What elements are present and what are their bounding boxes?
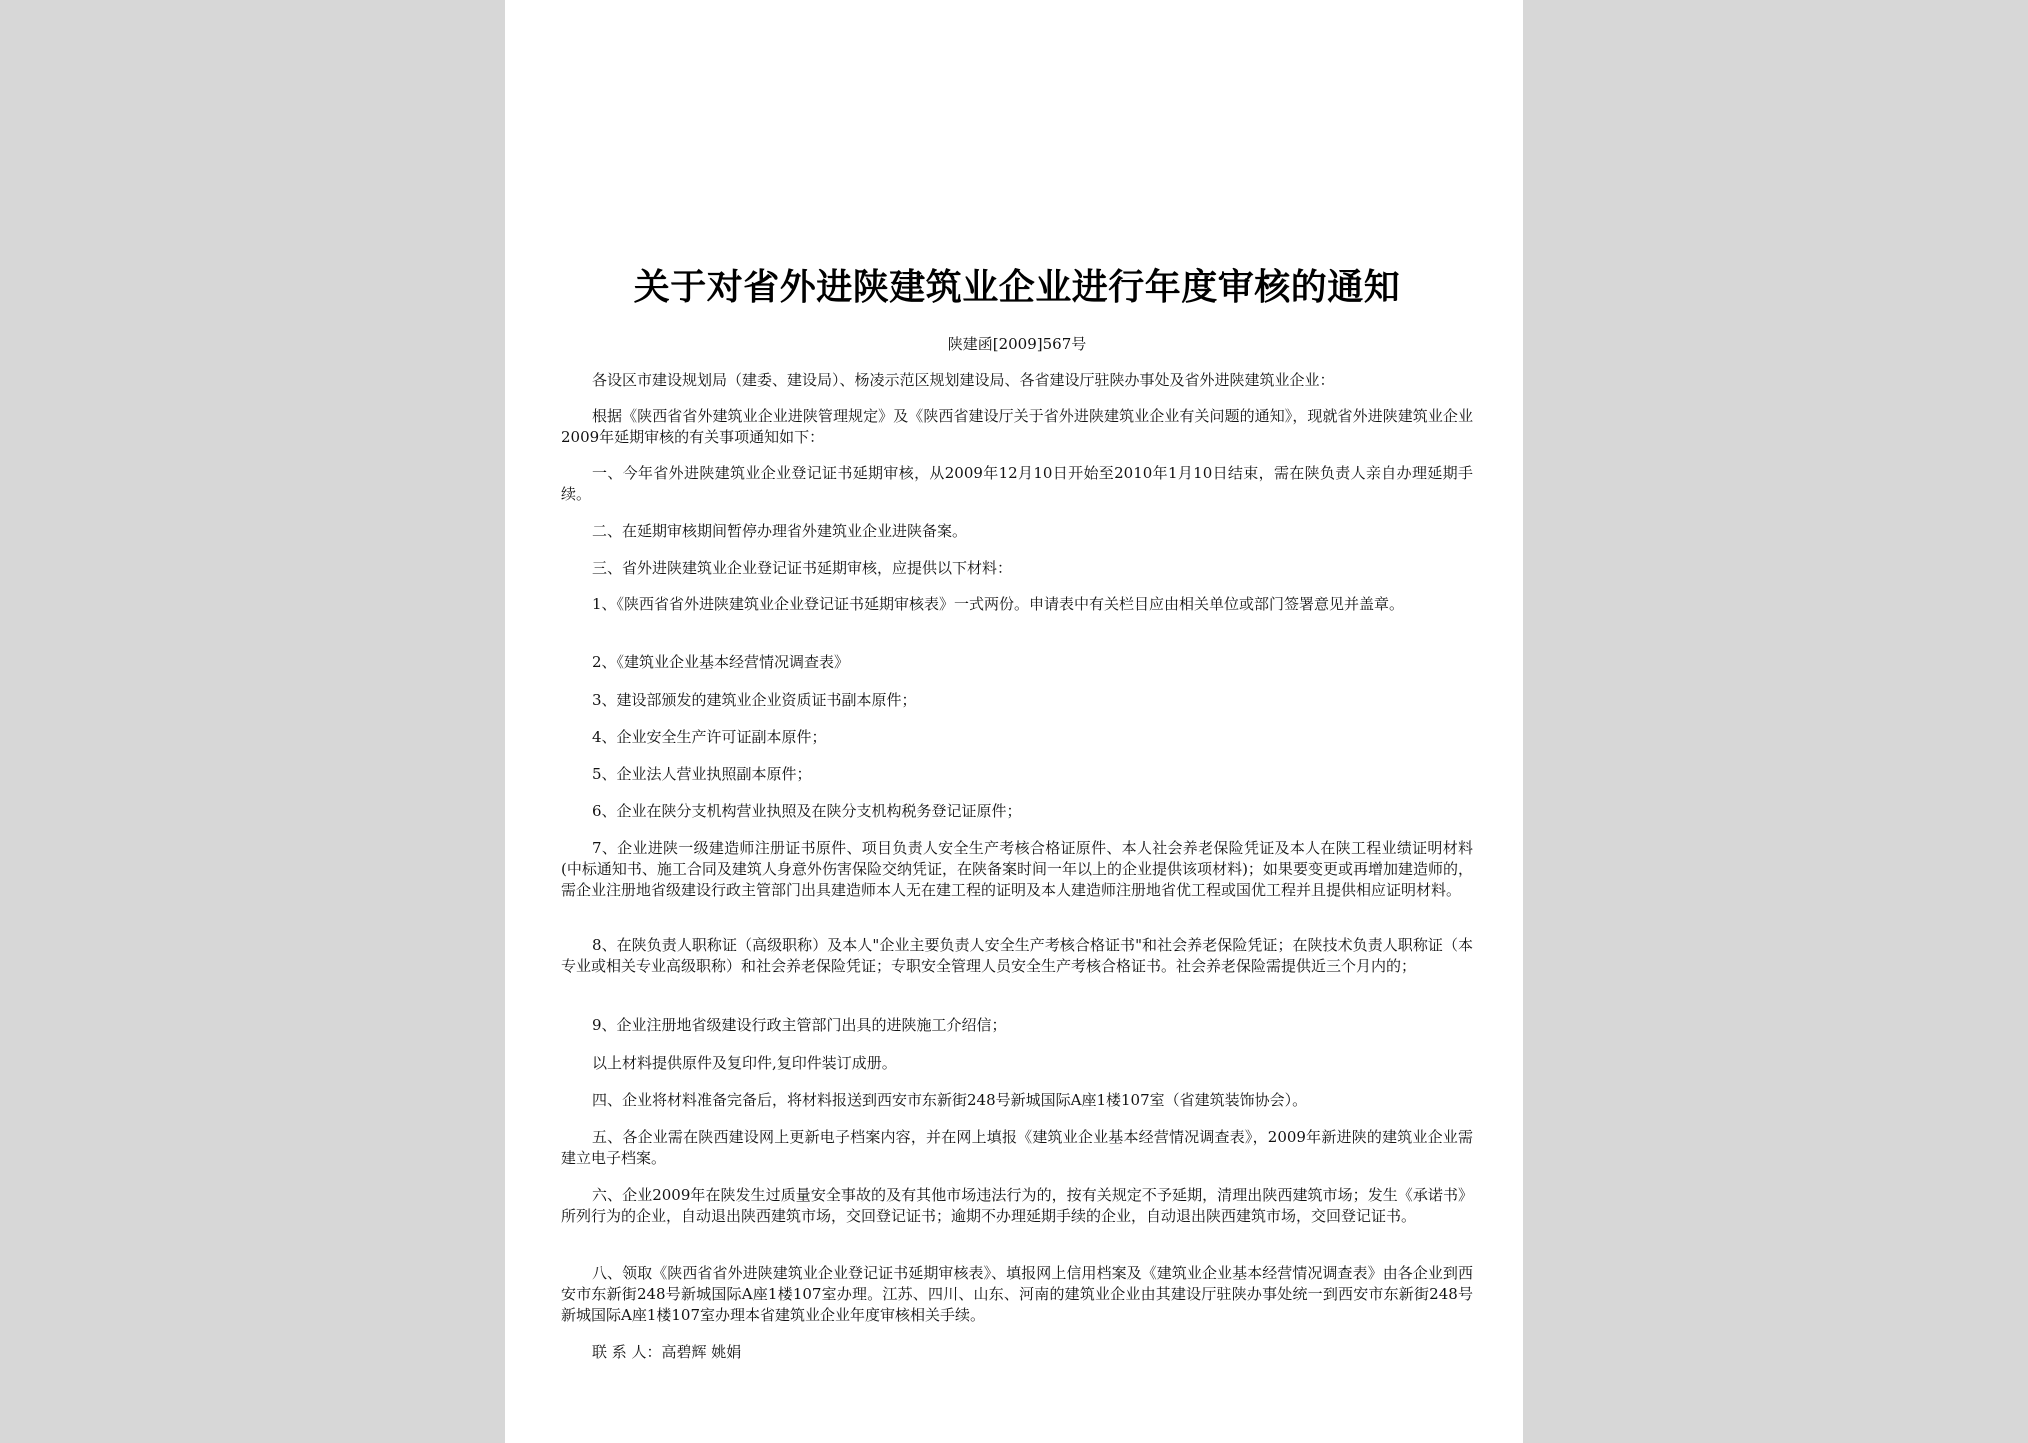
material-7: 7、企业进陕一级建造师注册证书原件、项目负责人安全生产考核合格证原件、本人社会养老保险凭证及本人在陕工程业绩证明材料(中标通知书、施工合同及建筑人身意外伤害保险交纳凭证，在陕备案时间一年以上的企业提供该项材料)；如果要变更或再增加建造师的，需企业注册地省级建设行政主管部门出具建造师本人无在建工程的证明及本人建造师注册地省优工程或国优工程并且提供相应证明材料。 <box>561 839 1473 899</box>
paragraph-item-2: 二、在延期审核期间暂停办理省外建筑业企业进陕备案。 <box>592 522 968 540</box>
document-page <box>505 0 1523 1443</box>
paragraph-item-3: 三、省外进陕建筑业企业登记证书延期审核，应提供以下材料： <box>592 559 1013 577</box>
paragraph-item-5: 五、各企业需在陕西建设网上更新电子档案内容，并在网上填报《建筑业企业基本经营情况调查表》，2009年新进陕的建筑业企业需建立电子档案。 <box>561 1128 1473 1167</box>
material-3: 3、建设部颁发的建筑业企业资质证书副本原件； <box>592 691 917 709</box>
material-6: 6、企业在陕分支机构营业执照及在陕分支机构税务登记证原件； <box>592 802 1022 820</box>
material-5: 5、企业法人营业执照副本原件； <box>592 765 812 783</box>
paragraph-item-1: 一、今年省外进陕建筑业企业登记证书延期审核，从2009年12月10日开始至2010年1月10日结束，需在陕负责人亲自办理延期手续。 <box>561 464 1473 503</box>
paragraph-item-6: 六、企业2009年在陕发生过质量安全事故的及有其他市场违法行为的，按有关规定不予延期，清理出陕西建筑市场；发生《承诺书》所列行为的企业，自动退出陕西建筑市场，交回登记证书；逾期不办理延期手续的企业，自动退出陕西建筑市场，交回登记证书。 <box>561 1186 1473 1225</box>
addressee: 各设区市建设规划局（建委、建设局）、杨凌示范区规划建设局、各省建设厅驻陕办事处及省外进陕建筑业企业： <box>592 371 1335 389</box>
material-2: 2、《建筑业企业基本经营情况调查表》 <box>592 653 850 671</box>
material-4: 4、企业安全生产许可证副本原件； <box>592 728 827 746</box>
paragraph-item-4: 四、企业将材料准备完备后，将材料报送到西安市东新街248号新城国际A座1楼107室（省建筑装饰协会）。 <box>592 1091 1308 1109</box>
material-8: 8、在陕负责人职称证（高级职称）及本人"企业主要负责人安全生产考核合格证书"和社会养老保险凭证；在陕技术负责人职称证（本专业或相关专业高级职称）和社会养老保险凭证；专职安全管理人员安全生产考核合格证书。社会养老保险需提供近三个月内的； <box>561 936 1473 975</box>
contact-line: 联 系 人：高碧辉 姚娟 <box>592 1343 742 1361</box>
materials-note: 以上材料提供原件及复印件,复印件装订成册。 <box>592 1054 897 1072</box>
material-1: 1、《陕西省省外进陕建筑业企业登记证书延期审核表》一式两份。申请表中有关栏目应由相关单位或部门签署意见并盖章。 <box>592 595 1405 613</box>
page-title: 关于对省外进陕建筑业企业进行年度审核的通知 <box>633 267 1401 308</box>
material-9: 9、企业注册地省级建设行政主管部门出具的进陕施工介绍信； <box>592 1016 1007 1034</box>
paragraph-item-8: 八、领取《陕西省省外进陕建筑业企业登记证书延期审核表》、填报网上信用档案及《建筑业企业基本经营情况调查表》由各企业到西安市东新街248号新城国际A座1楼107室办理。江苏、四川、山东、河南的建筑业企业由其建设厅驻陕办事处统一到西安市东新街248号新城国际A座1楼107室办理本省建筑业企业年度审核相关手续。 <box>561 1264 1473 1324</box>
document-number: 陕建函[2009]567号 <box>947 335 1087 353</box>
paragraph-intro: 根据《陕西省省外建筑业企业进陕管理规定》及《陕西省建设厅关于省外进陕建筑业企业有关问题的通知》，现就省外进陕建筑业企业2009年延期审核的有关事项通知如下： <box>561 407 1473 446</box>
